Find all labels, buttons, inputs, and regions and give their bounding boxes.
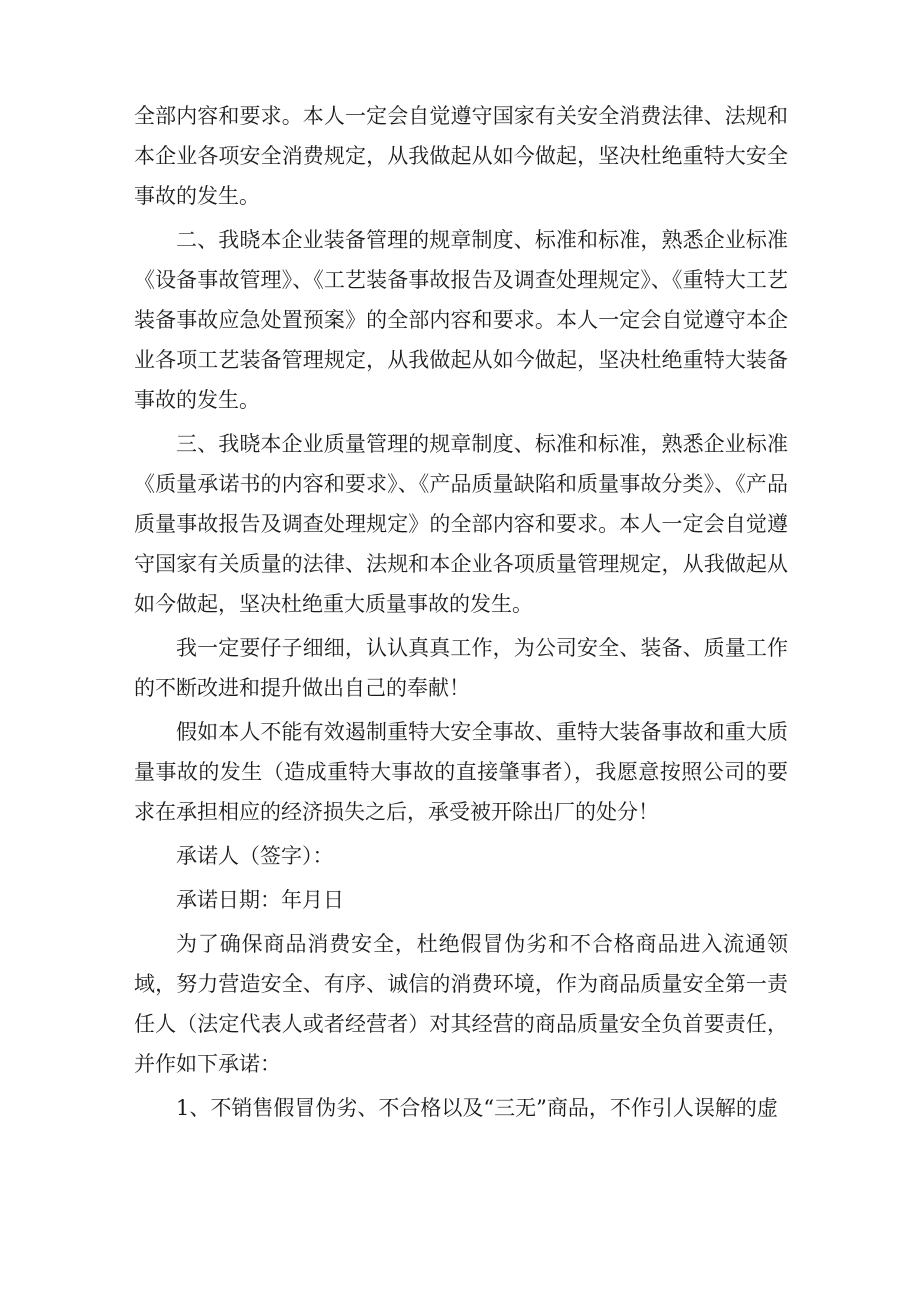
paragraph-quality-management: 三、我晓本企业质量管理的规章制度、标准和标准，熟悉企业标准《质量承诺书的内容和要求》、《产品质量缺陷和质量事故分类》、《产品质量事故报告及调查处理规定》的全部内容和要求。本人一定会自觉遵守国家有关质量的法律、法规和本企业各项质量管理规定，从我做起从如今做起，坚决杜绝重大质量事故的发生。 [134,432,788,616]
paragraph-safety-continuation: 全部内容和要求。本人一定会自觉遵守国家有关安全消费法律、法规和本企业各项安全消费规定，从我做起从如今做起，坚决杜绝重特大安全事故的发生。 [134,104,788,208]
paragraph-penalty-clause: 假如本人不能有效遏制重特大安全事故、重特大装备事故和重大质量事故的发生（造成重特大事故的直接肇事者），我愿意按照公司的要求在承担相应的经济损失之后，承受被开除出厂的处分！ [134,720,788,824]
document-body [134,96,788,1132]
list-item-1: 1、不销售假冒伪劣、不合格以及“三无”商品，不作引人误解的虚 [176,1096,778,1120]
signature-line: 承诺人（签字）： [176,844,334,868]
paragraph-work-commitment: 我一定要仔子细细，认认真真工作，为公司安全、装备、质量工作的不断改进和提升做出自己的奉献！ [134,636,788,700]
paragraph-goods-safety-intro: 为了确保商品消费安全，杜绝假冒伪劣和不合格商品进入流通领域，努力营造安全、有序、诚信的消费环境，作为商品质量安全第一责任人（法定代表人或者经营者）对其经营的商品质量安全负首要责任，并作如下承诺： [134,932,788,1076]
paragraph-equipment-management: 二、我晓本企业装备管理的规章制度、标准和标准，熟悉企业标准《设备事故管理》、《工艺装备事故报告及调查处理规定》、《重特大工艺装备事故应急处置预案》的全部内容和要求。本人一定会自觉遵守本企业各项工艺装备管理规定，从我做起从如今做起，坚决杜绝重特大装备事故的发生。 [134,228,788,412]
date-line: 承诺日期：年月日 [176,888,344,912]
